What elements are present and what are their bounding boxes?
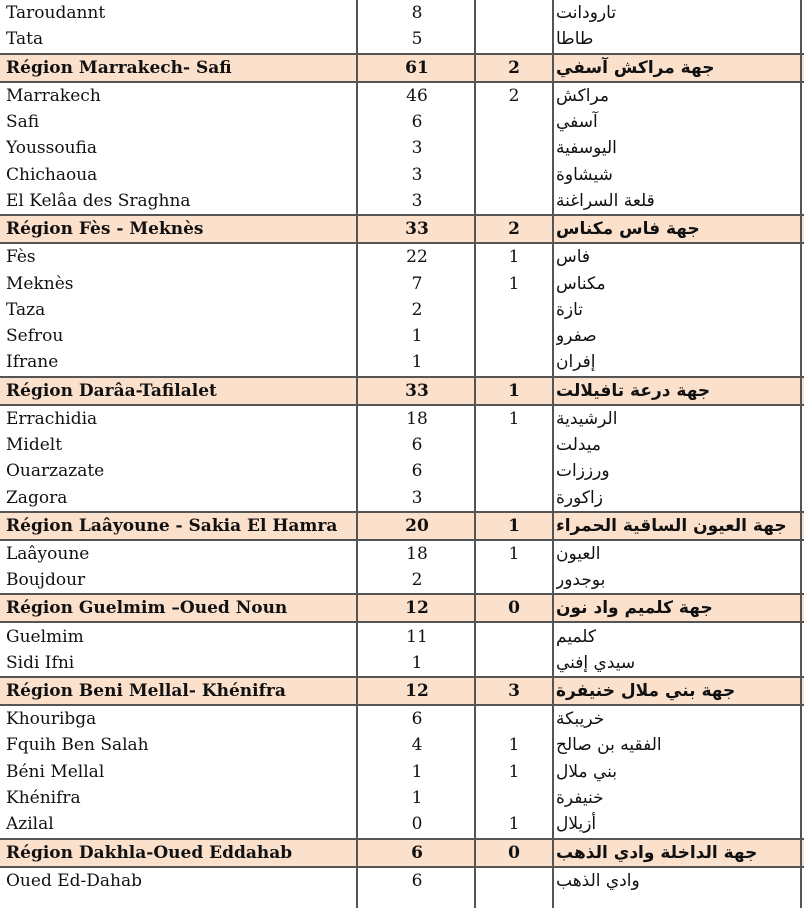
secondary-count-cell: 1	[508, 761, 520, 782]
count-cell: 6	[411, 461, 423, 482]
region-name-fr: Région Laâyoune - Sakia El Hamra	[6, 515, 338, 536]
secondary-count-cell: 2	[508, 219, 520, 240]
count-cell: 22	[406, 247, 428, 268]
city-name-ar: بني ملال	[556, 761, 618, 782]
city-row	[0, 759, 804, 785]
city-row	[0, 706, 804, 732]
city-row	[0, 244, 804, 270]
secondary-count-cell	[476, 458, 552, 484]
city-name-ar: العيون	[556, 543, 601, 564]
region-name-ar: جهة العيون الساقية الحمراء	[556, 515, 787, 536]
city-name-ar: صفرو	[556, 326, 597, 347]
count-cell: 12	[405, 598, 429, 619]
city-name-fr: Safi	[6, 112, 40, 133]
city-name-fr: Sefrou	[6, 326, 64, 347]
region-row	[0, 838, 804, 868]
secondary-count-cell	[476, 706, 552, 732]
city-name-ar: أزيلال	[556, 814, 597, 835]
count-cell: 6	[411, 709, 423, 730]
city-name-ar: تارودانت	[556, 3, 617, 24]
city-name-fr: Ouarzazate	[6, 461, 105, 482]
city-name-fr: Tata	[6, 29, 44, 50]
count-cell: 3	[411, 190, 423, 211]
count-cell: 5	[411, 29, 423, 50]
count-cell: 6	[411, 435, 423, 456]
city-row	[0, 406, 804, 432]
secondary-count-cell	[476, 297, 552, 323]
city-row	[0, 650, 804, 676]
secondary-count-cell	[476, 650, 552, 676]
region-row	[0, 53, 804, 83]
city-name-fr: Khouribga	[6, 709, 97, 730]
city-row	[0, 135, 804, 161]
city-name-fr: Youssoufia	[6, 138, 98, 159]
city-name-ar: خريبكة	[556, 709, 605, 730]
secondary-count-cell: 2	[508, 85, 520, 106]
region-name-ar: جهة فاس مكناس	[556, 219, 700, 240]
secondary-count-cell	[476, 188, 552, 214]
city-row	[0, 567, 804, 593]
count-cell: 1	[411, 352, 423, 373]
region-name-ar: جهة مراكش آسفي	[556, 57, 715, 78]
city-name-fr: Béni Mellal	[6, 761, 105, 782]
secondary-count-cell: 1	[508, 380, 520, 401]
city-name-fr: Taza	[6, 299, 46, 320]
count-cell: 6	[411, 842, 423, 863]
secondary-count-cell: 1	[508, 515, 520, 536]
city-name-fr: Ifrane	[6, 352, 59, 373]
city-name-ar: آسفي	[556, 112, 598, 133]
region-name-fr: Région Marrakech- Safi	[6, 57, 232, 78]
city-name-ar: الفقيه بن صالح	[556, 735, 662, 756]
city-name-ar: كلميم	[556, 626, 596, 647]
count-cell: 8	[411, 3, 423, 24]
city-row	[0, 785, 804, 811]
count-cell: 2	[411, 570, 423, 591]
count-cell: 20	[405, 515, 429, 536]
secondary-count-cell: 1	[508, 273, 520, 294]
city-name-ar: شيشاوة	[556, 164, 613, 185]
city-name-fr: Chichaoua	[6, 164, 98, 185]
city-name-ar: إفران	[556, 352, 596, 373]
region-name-fr: Région Guelmim –Oued Noun	[6, 598, 288, 619]
count-cell: 1	[411, 788, 423, 809]
city-row	[0, 623, 804, 649]
city-name-ar: فاس	[556, 247, 591, 268]
region-row	[0, 676, 804, 706]
city-row	[0, 109, 804, 135]
region-name-ar: جهة الداخلة وادي الذهب	[556, 842, 758, 863]
count-cell: 3	[411, 164, 423, 185]
city-row	[0, 26, 804, 52]
secondary-count-cell	[476, 109, 552, 135]
city-row	[0, 485, 804, 511]
city-row	[0, 83, 804, 109]
column-divider	[552, 0, 554, 908]
count-cell: 1	[411, 652, 423, 673]
count-cell: 4	[411, 735, 423, 756]
city-name-ar: بوجدور	[556, 570, 606, 591]
count-cell: 0	[411, 814, 423, 835]
city-name-fr: Marrakech	[6, 85, 101, 106]
city-row	[0, 811, 804, 837]
city-name-fr: Oued Ed-Dahab	[6, 870, 142, 891]
city-row	[0, 270, 804, 296]
secondary-count-cell	[476, 623, 552, 649]
secondary-count-cell	[476, 135, 552, 161]
city-name-ar: قلعة السراغنة	[556, 190, 655, 211]
city-name-fr: Boujdour	[6, 570, 86, 591]
column-divider	[800, 0, 802, 908]
count-cell: 33	[405, 380, 429, 401]
secondary-count-cell	[476, 868, 552, 894]
secondary-count-cell	[476, 485, 552, 511]
count-cell: 33	[405, 219, 429, 240]
city-name-ar: الرشيدية	[556, 408, 618, 429]
count-cell: 6	[411, 112, 423, 133]
city-row	[0, 732, 804, 758]
secondary-count-cell	[476, 323, 552, 349]
region-name-fr: Région Dakhla-Oued Eddahab	[6, 842, 293, 863]
region-name-fr: Région Fès - Meknès	[6, 219, 204, 240]
city-name-ar: طاطا	[556, 29, 594, 50]
region-name-ar: جهة كلميم واد نون	[556, 598, 713, 619]
city-name-fr: Midelt	[6, 435, 63, 456]
city-name-fr: Zagora	[6, 487, 68, 508]
count-cell: 18	[406, 543, 428, 564]
secondary-count-cell	[476, 432, 552, 458]
secondary-count-cell: 1	[508, 408, 520, 429]
city-row	[0, 323, 804, 349]
city-name-ar: ميدلت	[556, 435, 602, 456]
city-name-ar: اليوسفية	[556, 138, 617, 159]
column-divider	[356, 0, 358, 908]
count-cell: 3	[411, 138, 423, 159]
count-cell: 1	[411, 326, 423, 347]
city-name-fr: Azilal	[6, 814, 54, 835]
count-cell: 6	[411, 870, 423, 891]
count-cell: 46	[406, 85, 428, 106]
secondary-count-cell	[476, 567, 552, 593]
secondary-count-cell: 3	[508, 681, 520, 701]
city-row	[0, 188, 804, 214]
city-name-fr: Errachidia	[6, 408, 98, 429]
count-cell: 7	[411, 273, 423, 294]
count-cell: 11	[406, 626, 428, 647]
city-name-fr: El Kelâa des Sraghna	[6, 190, 191, 211]
city-name-ar: خنيفرة	[556, 788, 604, 809]
secondary-count-cell: 2	[508, 57, 520, 78]
count-cell: 18	[406, 408, 428, 429]
city-name-fr: Fquih Ben Salah	[6, 735, 149, 756]
city-row	[0, 0, 804, 26]
region-name-fr: Région Darâa-Tafilalet	[6, 380, 217, 401]
city-row	[0, 432, 804, 458]
city-name-fr: Meknès	[6, 273, 74, 294]
city-name-ar: مراكش	[556, 85, 609, 106]
region-name-ar: جهة بني ملال خنيفرة	[556, 681, 736, 701]
city-name-fr: Laâyoune	[6, 543, 90, 564]
city-row	[0, 162, 804, 188]
city-name-fr: Fès	[6, 247, 36, 268]
secondary-count-cell: 1	[508, 735, 520, 756]
secondary-count-cell	[476, 26, 552, 52]
secondary-count-cell: 1	[508, 814, 520, 835]
count-cell: 2	[411, 299, 423, 320]
secondary-count-cell: 0	[508, 842, 520, 863]
city-name-ar: ورززات	[556, 461, 610, 482]
secondary-count-cell	[476, 0, 552, 26]
city-name-fr: Khénifra	[6, 788, 81, 809]
city-name-ar: زاكورة	[556, 487, 603, 508]
city-row	[0, 297, 804, 323]
city-name-fr: Sidi Ifni	[6, 652, 75, 673]
count-cell: 61	[405, 57, 429, 78]
city-row	[0, 868, 804, 894]
city-name-fr: Guelmim	[6, 626, 84, 647]
city-name-ar: مكناس	[556, 273, 606, 294]
city-row	[0, 458, 804, 484]
count-cell: 12	[405, 681, 429, 701]
count-cell: 1	[411, 761, 423, 782]
city-row	[0, 541, 804, 567]
city-row	[0, 349, 804, 375]
region-row	[0, 511, 804, 541]
count-cell: 3	[411, 487, 423, 508]
secondary-count-cell	[476, 785, 552, 811]
column-divider	[474, 0, 476, 908]
secondary-count-cell: 1	[508, 247, 520, 268]
region-name-fr: Région Beni Mellal- Khénifra	[6, 681, 286, 701]
region-name-ar: جهة درعة تافيلالت	[556, 380, 711, 401]
secondary-count-cell: 0	[508, 598, 520, 619]
region-row	[0, 593, 804, 623]
region-row	[0, 214, 804, 244]
city-name-ar: وادي الذهب	[556, 870, 640, 891]
city-name-ar: تازة	[556, 299, 584, 320]
secondary-count-cell: 1	[508, 543, 520, 564]
city-name-ar: سيدي إفني	[556, 652, 636, 673]
secondary-count-cell	[476, 162, 552, 188]
region-row	[0, 376, 804, 406]
secondary-count-cell	[476, 349, 552, 375]
city-name-fr: Taroudannt	[6, 3, 106, 24]
